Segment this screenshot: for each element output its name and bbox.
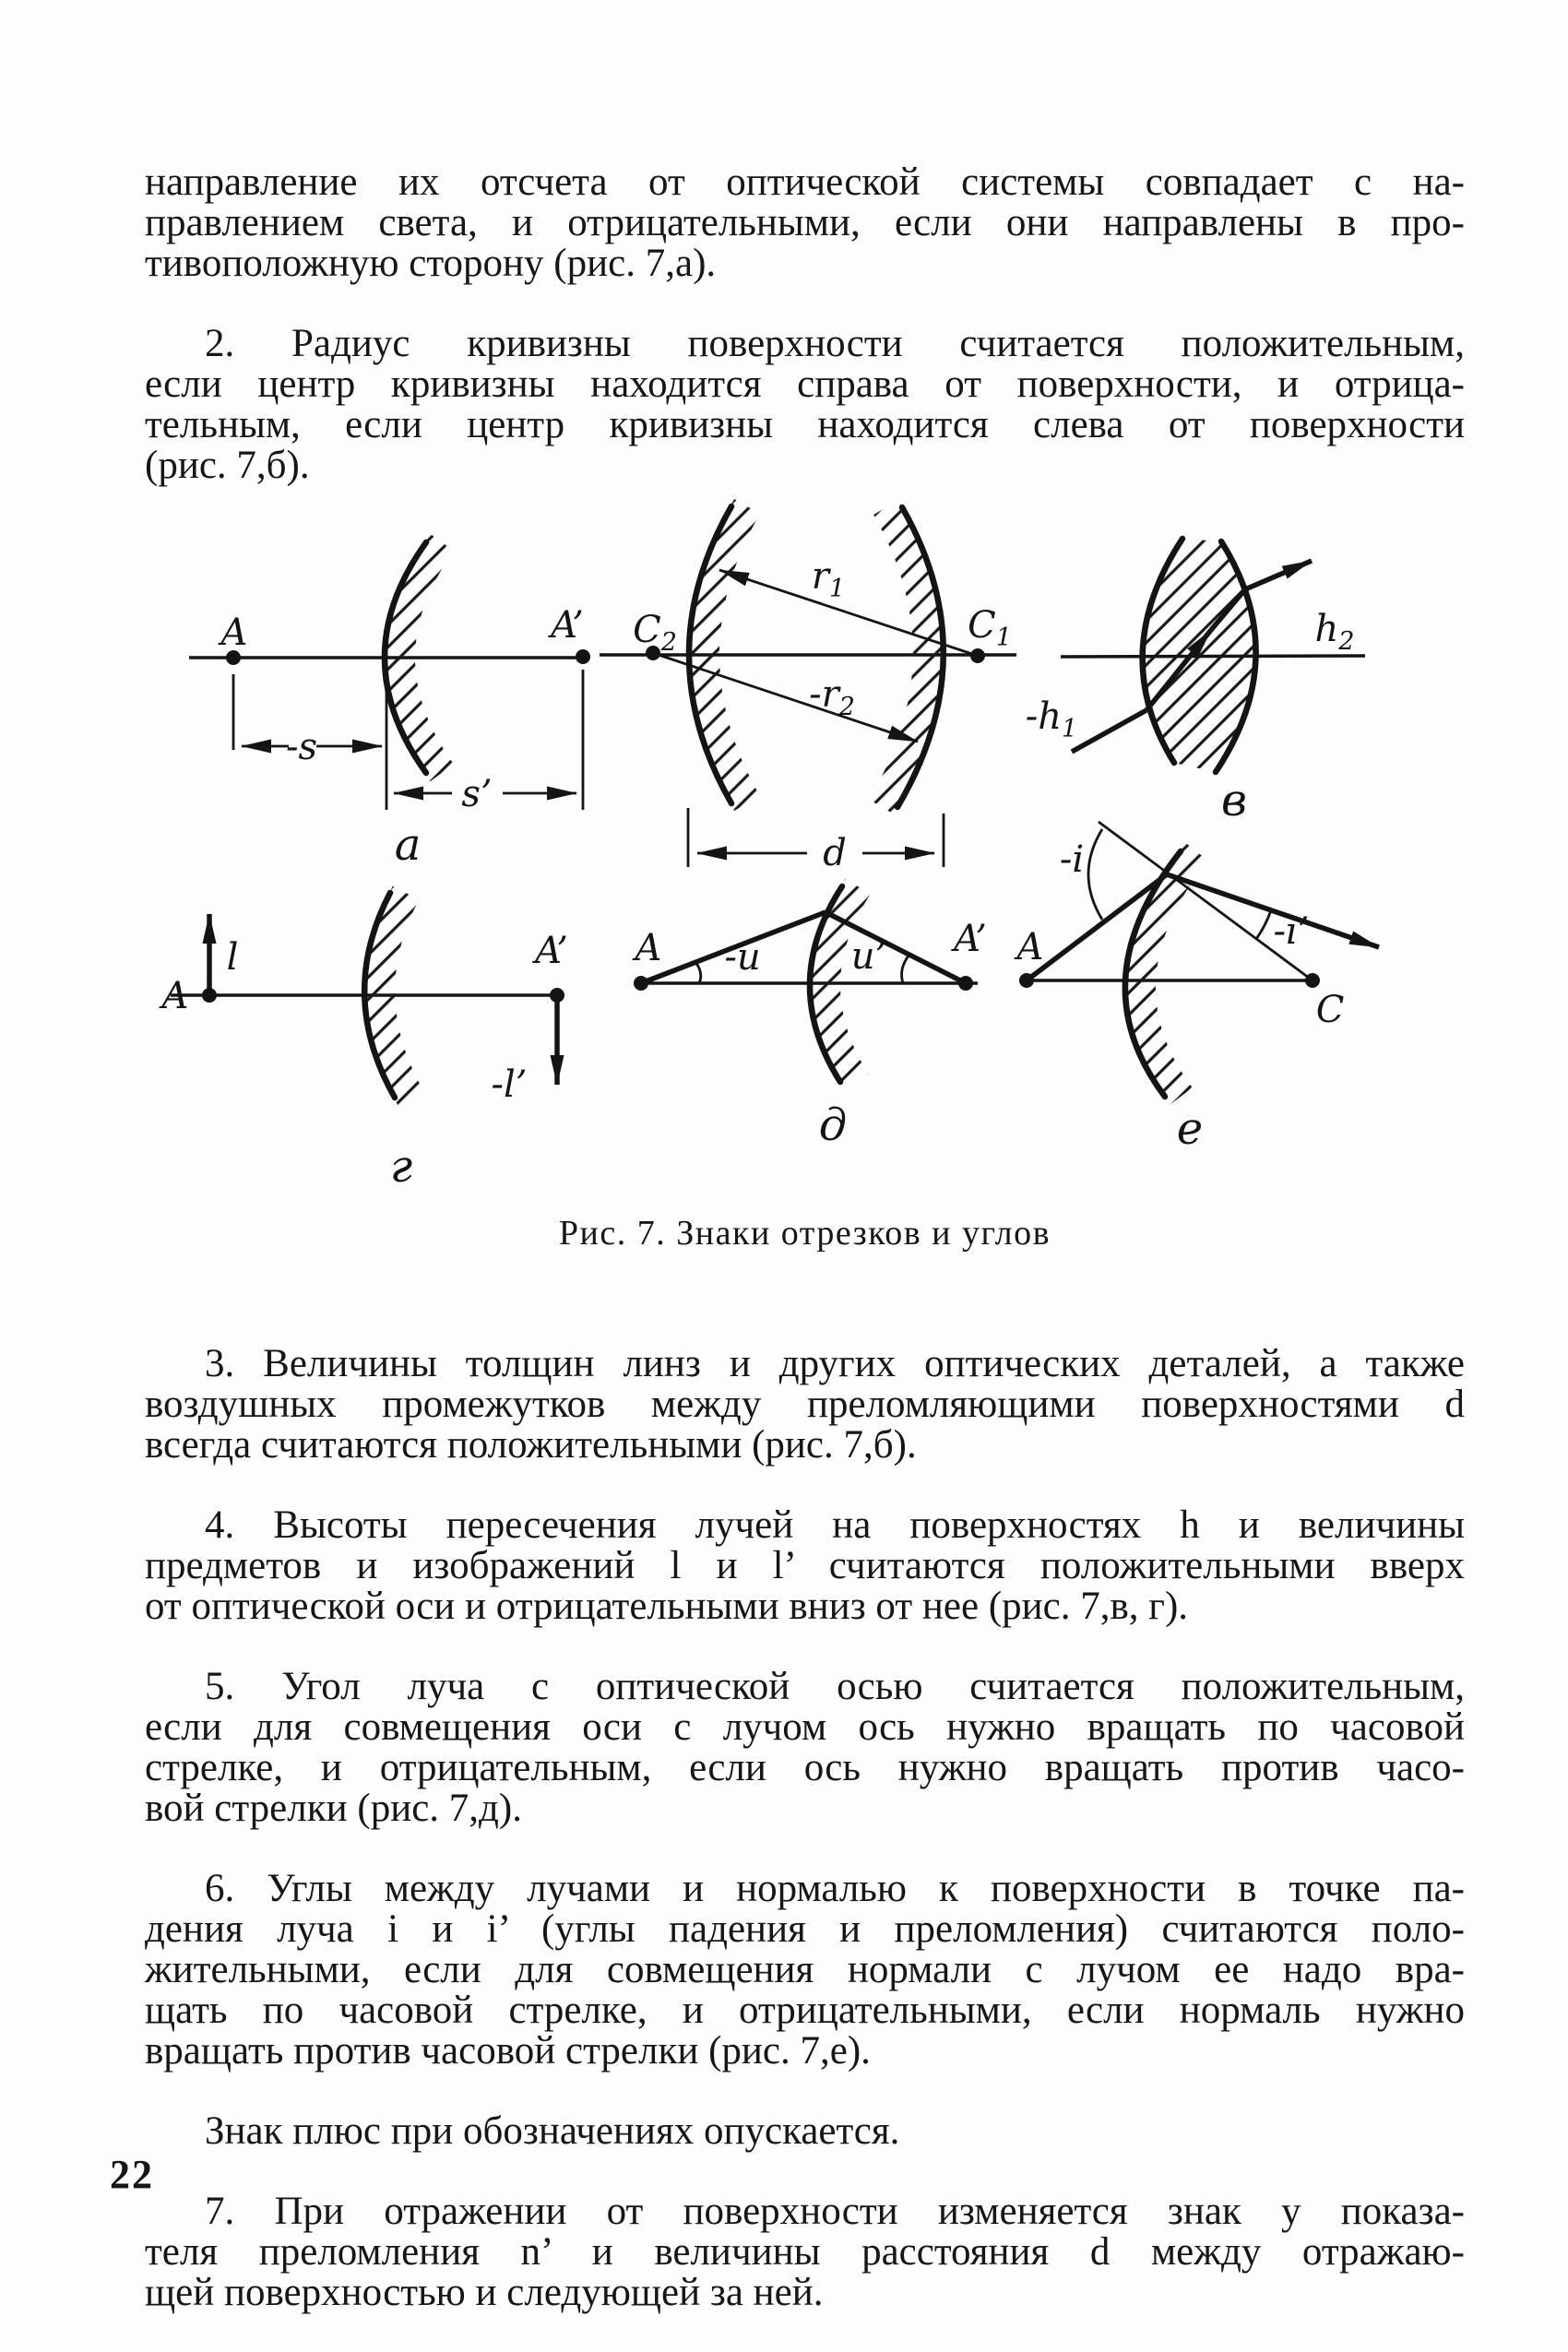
ray-to-A-prime bbox=[826, 912, 966, 983]
text-line: правлением света, и отрицательными, если они направлены в про- bbox=[145, 201, 1465, 244]
figure-diagram-v bbox=[1026, 539, 1365, 826]
text-line: щей поверхностью и следующей за ней. bbox=[145, 2271, 824, 2314]
text-line: 2. Радиус кривизны поверхности считается положительным, bbox=[205, 322, 1465, 365]
label-h2: $h_2$ bbox=[1314, 608, 1355, 656]
text-line: стрелке, и отрицательным, если ось нужно вращать против часо- bbox=[145, 1746, 1465, 1789]
incident-ray bbox=[1072, 710, 1146, 752]
label-A-prime: A’ bbox=[954, 918, 987, 960]
angle-arc-u-prime bbox=[902, 955, 909, 983]
point-C-dot bbox=[1305, 973, 1320, 988]
text-line: 7. При отражении от поверхности изменяется знак у показа- bbox=[205, 2190, 1465, 2233]
label-A: A bbox=[161, 975, 189, 1017]
angle-arc-u bbox=[695, 962, 701, 983]
text-line: щать по часовой стрелке, и отрицательными, если нормаль нужно bbox=[145, 1989, 1465, 2032]
label-C: C bbox=[1315, 989, 1345, 1031]
label-l: l bbox=[226, 936, 239, 979]
label-A: A bbox=[220, 612, 248, 654]
figure-diagram-d bbox=[632, 886, 987, 1151]
optical-axis bbox=[1061, 656, 1365, 657]
label-C1: $C_1$ bbox=[968, 604, 1012, 652]
page-number: 22 bbox=[110, 2152, 154, 2197]
label-C2: $C_2$ bbox=[633, 609, 677, 657]
label-d: d bbox=[823, 832, 847, 874]
text-line: вращать против часовой стрелки (рис. 7,е). bbox=[145, 2029, 871, 2073]
text-line: тивоположную сторону (рис. 7,а). bbox=[145, 242, 717, 285]
figure-diagram-b bbox=[600, 506, 1016, 874]
sublabel-v: в bbox=[1221, 775, 1247, 826]
label-u-prime: u’ bbox=[850, 935, 887, 978]
point-A-dot bbox=[1019, 973, 1034, 988]
figure-caption: Рис. 7. Знаки отрезков и углов bbox=[558, 1214, 1051, 1253]
text-line: 3. Величины толщин линз и других оптических деталей, а также bbox=[205, 1342, 1465, 1385]
label-minus-u: -u bbox=[724, 936, 761, 979]
label-A: A bbox=[1016, 926, 1044, 968]
text-line: теля преломления n’ и величины расстояния d между отражаю- bbox=[145, 2230, 1465, 2274]
label-minus-l-prime: -l’ bbox=[491, 1063, 528, 1106]
text-line: от оптической оси и отрицательными вниз от нее (рис. 7,в, г). bbox=[145, 1585, 1189, 1628]
text-line: 6. Углы между лучами и нормалью к поверхности в точке па- bbox=[205, 1867, 1465, 1910]
angle-arc-i-prime bbox=[1256, 910, 1271, 939]
text-line: (рис. 7,б). bbox=[145, 444, 310, 487]
text-line: 4. Высоты пересечения лучей на поверхностях h и величины bbox=[205, 1503, 1465, 1547]
point-A-prime-dot bbox=[576, 649, 590, 664]
text-line: вой стрелки (рис. 7,д). bbox=[145, 1787, 522, 1830]
label-minus-s: -s bbox=[285, 726, 318, 768]
figure-diagram-e bbox=[1014, 822, 1379, 1155]
exit-ray bbox=[1245, 561, 1312, 589]
text-line: если центр кривизны находится справа от поверхности, и отрица- bbox=[145, 362, 1465, 406]
label-s-prime: s’ bbox=[461, 773, 493, 815]
label-minus-i-prime: -i’ bbox=[1273, 910, 1310, 953]
sublabel-e: е bbox=[1176, 1103, 1204, 1155]
angle-arc-i bbox=[1088, 829, 1102, 920]
label-minus-r2: $-r_2$ bbox=[809, 673, 855, 721]
figure-diagram-a bbox=[189, 542, 590, 871]
figure-7 bbox=[83, 498, 1485, 1227]
text-block-top bbox=[145, 162, 1465, 526]
label-r1: $r_1$ bbox=[811, 555, 846, 603]
label-minus-i: -i bbox=[1059, 838, 1085, 881]
text-line: направление их отсчета от оптической системы совпадает с на- bbox=[145, 160, 1465, 204]
text-line: Знак плюс при обозначениях опускается. bbox=[205, 2109, 900, 2153]
sublabel-g: г bbox=[389, 1141, 413, 1193]
label-minus-h1: $-h_1$ bbox=[1025, 695, 1078, 743]
sublabel-a: а bbox=[394, 819, 422, 871]
text-line: воздушных промежутков между преломляющими поверхностями d bbox=[145, 1383, 1465, 1426]
text-line: 5. Угол луча с оптической осью считается положительным, bbox=[205, 1665, 1465, 1708]
text-line: если для совмещения оси с лучом ось нужно вращать по часовой bbox=[145, 1705, 1465, 1749]
figure-diagram-g bbox=[159, 893, 568, 1193]
text-block-bottom bbox=[145, 1344, 1465, 2352]
label-A-prime: A’ bbox=[551, 604, 584, 647]
label-A-prime: A’ bbox=[535, 930, 568, 972]
text-line: тельным, если центр кривизны находится слева от поверхности bbox=[145, 403, 1465, 446]
sublabel-d: д bbox=[818, 1099, 848, 1151]
text-line: всегда считаются положительными (рис. 7,б). bbox=[145, 1423, 917, 1467]
label-A: A bbox=[635, 927, 662, 969]
text-line: дения луча i и i’ (углы падения и преломления) считаются поло- bbox=[145, 1907, 1465, 1951]
text-line: жительными, если для совмещения нормали с лучом ее надо вра- bbox=[145, 1948, 1465, 1991]
text-line: предметов и изображений l и l’ считаются положительными вверх bbox=[145, 1544, 1465, 1587]
